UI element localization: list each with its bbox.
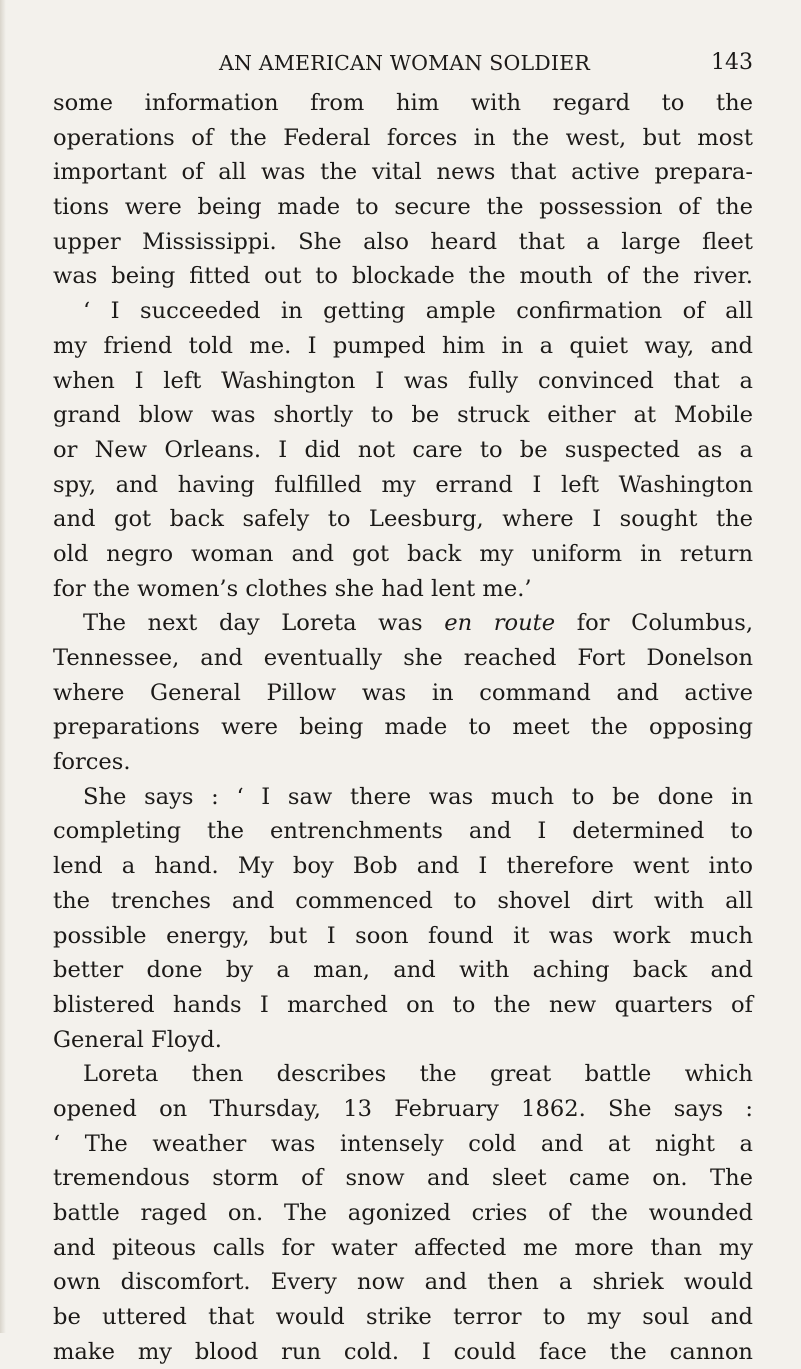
text-line: spy, and having fulfilled my errand I left Washington (53, 471, 753, 498)
text-line: and got back safely to Leesburg, where I sought the (53, 506, 753, 533)
text-segment: for Columbus, (555, 610, 754, 637)
text-line (53, 606, 753, 641)
text-line: some information from him with regard to the (53, 90, 753, 116)
italic-phrase: en route (444, 610, 556, 637)
page-gutter-shadow (0, 0, 6, 1333)
text-line: possible energy, but I soon found it was work much (53, 922, 753, 949)
text-line: where General Pillow was in command and active (53, 679, 753, 706)
text-line: tremendous storm of snow and sleet came on. The (53, 1165, 753, 1192)
text-line: lend a hand. My boy Bob and I therefore went into (53, 853, 753, 880)
text-line: make my blood run cold. I could face the cannon (53, 1338, 753, 1365)
text-line: blistered hands I marched on to the new quarters of (53, 991, 753, 1018)
text-line: battle raged on. The agonized cries of the wounded (53, 1200, 753, 1226)
body-text (53, 86, 753, 1369)
text-line: operations of the Federal forces in the west, but most (53, 124, 753, 151)
text-line: ‘ The weather was intensely cold and at night a (53, 1130, 753, 1157)
text-line: and piteous calls for water affected me more than my (53, 1234, 753, 1261)
text-line: Loreta then describes the great battle which (83, 1061, 753, 1088)
text-line: or New Orleans. I did not care to be suspected as a (53, 436, 753, 463)
text-line: Tennessee, and eventually she reached Fort Donelson (53, 645, 753, 671)
text-line: own discomfort. Every now and then a shriek would (53, 1269, 753, 1296)
text-line: preparations were being made to meet the opposing (53, 714, 753, 741)
running-title: AN AMERICAN WOMAN SOLDIER (218, 51, 591, 75)
text-segment: The next day Loreta was (83, 610, 445, 637)
text-line: tions were being made to secure the possession of the (53, 194, 753, 221)
text-line: General Floyd. (53, 1026, 222, 1053)
text-line: better done by a man, and with aching back and (53, 957, 753, 984)
text-line: ‘ I succeeded in getting ample confirmation of all (83, 298, 753, 325)
text-line: She says : ‘ I saw there was much to be done in (83, 783, 753, 810)
text-line: grand blow was shortly to be struck either at Mobile (53, 402, 753, 429)
text-line: completing the entrenchments and I determined to (53, 818, 753, 845)
text-line: important of all was the vital news that active prepara- (53, 159, 753, 186)
running-head (56, 46, 753, 80)
text-line: when I left Washington I was fully convinced that a (53, 367, 753, 394)
text-line: old negro woman and got back my uniform in return (53, 540, 753, 567)
text-line: my friend told me. I pumped him in a quiet way, and (53, 332, 753, 359)
page-number: 143 (711, 50, 753, 75)
text-line: be uttered that would strike terror to my soul and (53, 1304, 753, 1331)
text-line: for the women’s clothes she had lent me.’ (53, 575, 532, 602)
text-line: upper Mississippi. She also heard that a large fleet (53, 228, 753, 255)
text-line: opened on Thursday, 13 February 1862. She says : (53, 1095, 753, 1122)
text-line: the trenches and commenced to shovel dirt with all (53, 887, 753, 914)
text-line: was being fitted out to blockade the mouth of the river. (53, 263, 753, 290)
text-line: forces. (53, 749, 131, 776)
